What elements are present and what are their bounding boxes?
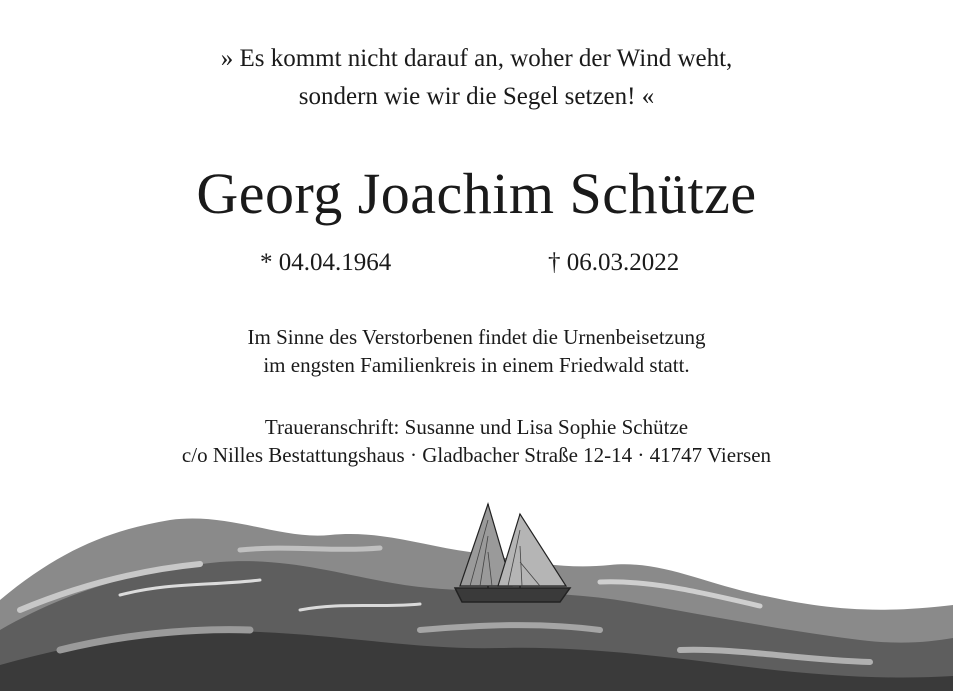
- death-date: † 06.03.2022: [548, 249, 680, 276]
- notice-line-2: im engsten Familienkreis in einem Friedwald statt.: [263, 353, 690, 377]
- address-line-2: c/o Nilles Bestattungshaus · Gladbacher Straße 12-14 · 41747 Viersen: [181, 443, 772, 467]
- deceased-name: Georg Joachim Schütze: [196, 161, 757, 226]
- address-line-1: Traueranschrift: Susanne und Lisa Sophie Schütze: [264, 415, 689, 439]
- birth-date: * 04.04.1964: [260, 249, 392, 276]
- sailboat-waves-illustration: [0, 490, 953, 691]
- sailboat-icon: [455, 504, 570, 602]
- quote-line-2: sondern wie wir die Segel setzen! «: [298, 83, 655, 110]
- quote-line-1: » Es kommt nicht darauf an, woher der Wind weht,: [220, 45, 733, 72]
- notice-line-1: Im Sinne des Verstorbenen findet die Urnenbeisetzung: [247, 325, 706, 349]
